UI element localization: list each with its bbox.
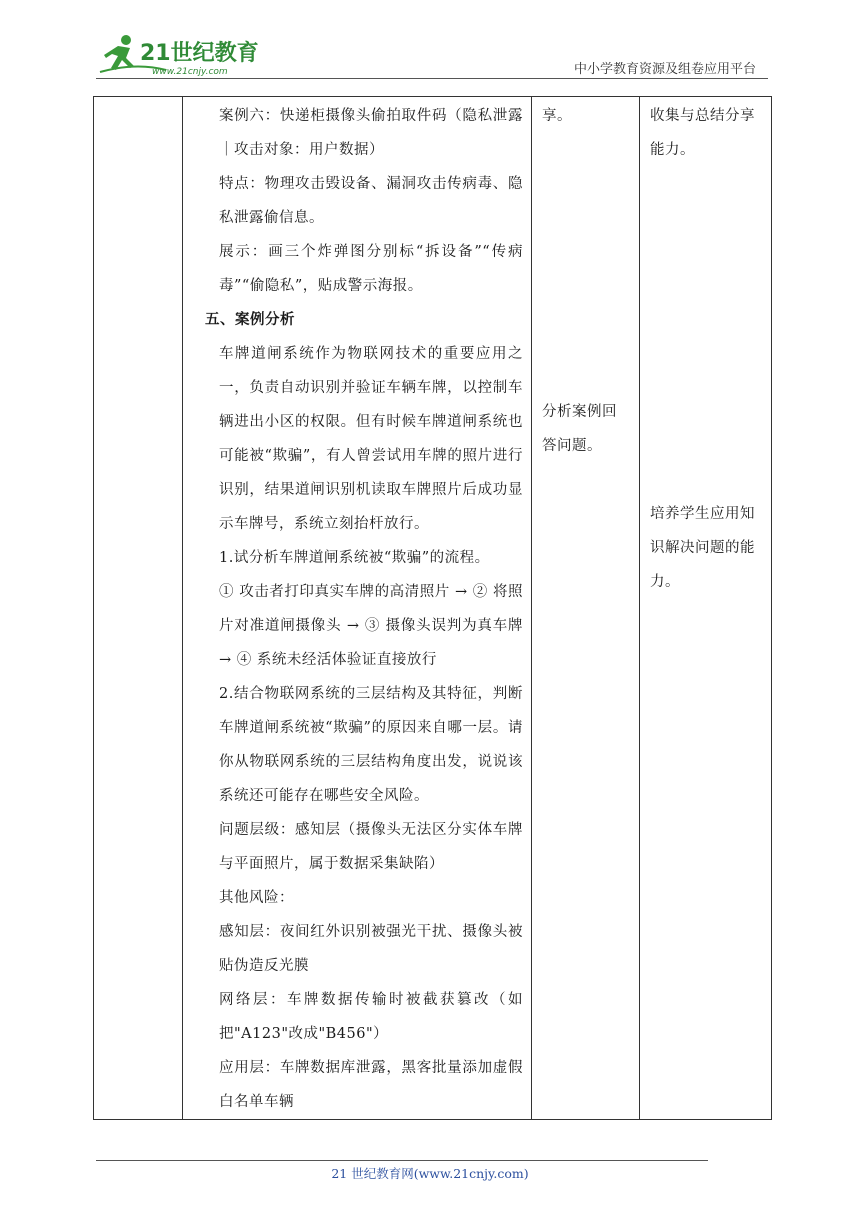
- problem-layer: 问题层级：感知层（摄像头无法区分实体车牌与平面照片，属于数据采集缺陷）: [219, 822, 523, 872]
- content-cell: [183, 97, 532, 1120]
- stage-cell: [94, 97, 183, 1120]
- analysis-intro: 车牌道闸系统作为物联网技术的重要应用之一，负责自动识别并验证车辆车牌，以控制车辆进出小区的权限。但有时候车牌道闸系统也可能被“欺骗”，有人曾尝试用车牌的照片进行识别，结果道闸识别机读取车牌照片后成功显示车牌号，系统立刻抬杆放行。: [219, 346, 523, 532]
- page-header: [0, 0, 860, 80]
- footer-text[interactable]: 21 世纪教育网(www.21cnjy.com): [331, 1166, 529, 1181]
- footer-divider: [96, 1160, 708, 1161]
- case-six-text: 案例六：快递柜摄像头偷拍取件码（隐私泄露｜攻击对象：用户数据）: [219, 108, 523, 158]
- perception-layer-risk: 感知层：夜间红外识别被强光干扰、摄像头被贴伪造反光膜: [219, 924, 523, 974]
- question-two: 2.结合物联网系统的三层结构及其特征，判断车牌道闸系统被“欺骗”的原因来自哪一层。请你从物联网系统的三层结构角度出发，说说该系统还可能存在哪些安全风险。: [219, 686, 523, 804]
- logo-text: 21世纪教育: [140, 41, 259, 66]
- header-divider: [96, 78, 768, 79]
- design-intent-cell: [640, 97, 772, 1120]
- logo-url: www.21cnjy.com: [152, 67, 228, 77]
- case-display-text: 展示：画三个炸弹图分别标“拆设备”“传病毒”“偷隐私”，贴成警示海报。: [219, 244, 523, 294]
- section-title: 五、案例分析: [205, 312, 295, 328]
- design-intent-2: 培养学生应用知识解决问题的能力。: [650, 506, 755, 590]
- application-layer-risk: 应用层：车牌数据库泄露，黑客批量添加虚假白名单车辆: [219, 1060, 523, 1110]
- table-row: [94, 97, 772, 1120]
- student-activity-1: 享。: [542, 108, 572, 124]
- lesson-table: [93, 96, 772, 1120]
- platform-name: 中小学教育资源及组卷应用平台: [573, 62, 756, 77]
- attack-flow: ① 攻击者打印真实车牌的高清照片 → ② 将照片对准道闸摄像头 → ③ 摄像头误判为真车牌 → ④ 系统未经活体验证直接放行: [219, 584, 523, 668]
- design-intent-1: 收集与总结分享能力。: [650, 108, 755, 158]
- student-activity-2: 分析案例回答问题。: [542, 404, 617, 454]
- site-logo: [96, 32, 266, 78]
- other-risks-label: 其他风险：: [219, 890, 294, 906]
- question-one: 1.试分析车牌道闸系统被“欺骗”的流程。: [219, 550, 490, 566]
- network-layer-risk: 网络层：车牌数据传输时被截获篡改（如把"A123"改成"B456"）: [219, 992, 523, 1042]
- case-features-text: 特点：物理攻击毁设备、漏洞攻击传病毒、隐私泄露偷信息。: [219, 176, 523, 226]
- student-activity-cell: [532, 97, 640, 1120]
